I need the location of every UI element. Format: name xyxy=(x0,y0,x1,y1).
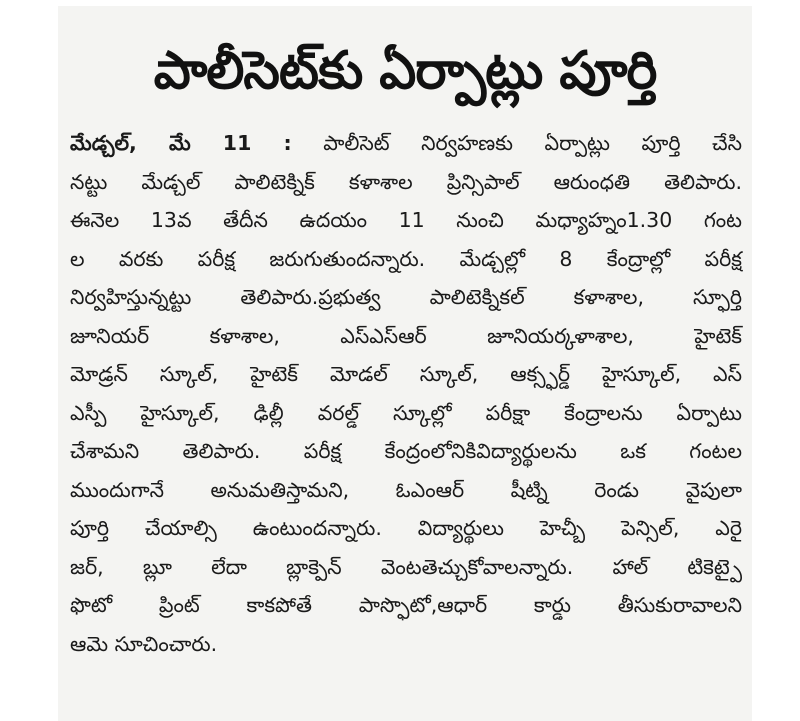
article-line: జర్, బ్లూ లేదా బ్లాక్పెన్ వెంటతెచ్చుకోవాలన్నారు. హాల్ టికెట్పై xyxy=(70,554,742,579)
article-line: ముందుగానే అనుమతిస్తామని, ఓఎంఆర్ షీట్ని రెండు వైపులా xyxy=(70,477,742,502)
article-line: పూర్తి చేయాల్సి ఉంటుందన్నారు. విద్యార్థులు హెచ్బీ పెన్సిల్, ఎరై xyxy=(70,516,742,540)
article-line: ల వరకు పరీక్ష జరుగుతుందన్నారు. మేడ్చల్లో 8 కేంద్రాల్లో పరీక్ష xyxy=(70,246,742,271)
article-line: నట్టు మేడ్చల్ పాలిటెక్నిక్ కళాశాల ప్రిన్సిపాల్ ఆరుంధతి తెలిపారు. xyxy=(70,169,742,194)
article-line: ఈనెల 13వ తేదీన ఉదయం 11 నుంచి మధ్యాహ్నం1.30 గంట xyxy=(70,208,742,232)
article-line: చేశామని తెలిపారు. పరీక్ష కేంద్రంలోనికివిద్యార్థులను ఒక గంటల xyxy=(70,439,742,463)
news-clipping xyxy=(58,6,752,721)
article-line: మోడ్రన్ స్కూల్, హైటెక్ మోడల్ స్కూల్, ఆక్స్ఫర్డ్ హైస్కూల్, ఎస్ xyxy=(70,362,742,386)
headline: పాలీసెట్‌కు ఏర్పాట్లు పూర్తి xyxy=(153,41,657,101)
article-line: ఆమె సూచించారు. xyxy=(70,631,218,656)
article-line: నిర్వహిస్తున్నట్టు తెలిపారు.ప్రభుత్వ పాలిటెక్నికల్ కళాశాల, స్ఫూర్తి xyxy=(70,285,742,309)
dateline: మేడ్చల్, మే 11 : xyxy=(70,131,292,155)
article-line-text: పాలీసెట్ నిర్వహణకు ఏర్పాట్లు పూర్తి చేసి xyxy=(291,131,742,155)
article-body xyxy=(70,124,742,663)
article-line xyxy=(70,124,742,163)
article-line: ఎస్పీ హైస్కూల్, ఢిల్లీ వరల్డ్ స్కూల్లో పరీక్షా కేంద్రాలను ఏర్పాటు xyxy=(70,400,742,425)
article-line: ఫొటో ప్రింట్ కాకపోతే పాస్ఫొటో,ఆధార్ కార్డు తీసుకురావాలని xyxy=(70,593,742,617)
article-line: జూనియర్ కళాశాల, ఎస్ఎస్ఆర్ జూనియర్కళాశాల, హైటెక్ xyxy=(70,323,742,348)
